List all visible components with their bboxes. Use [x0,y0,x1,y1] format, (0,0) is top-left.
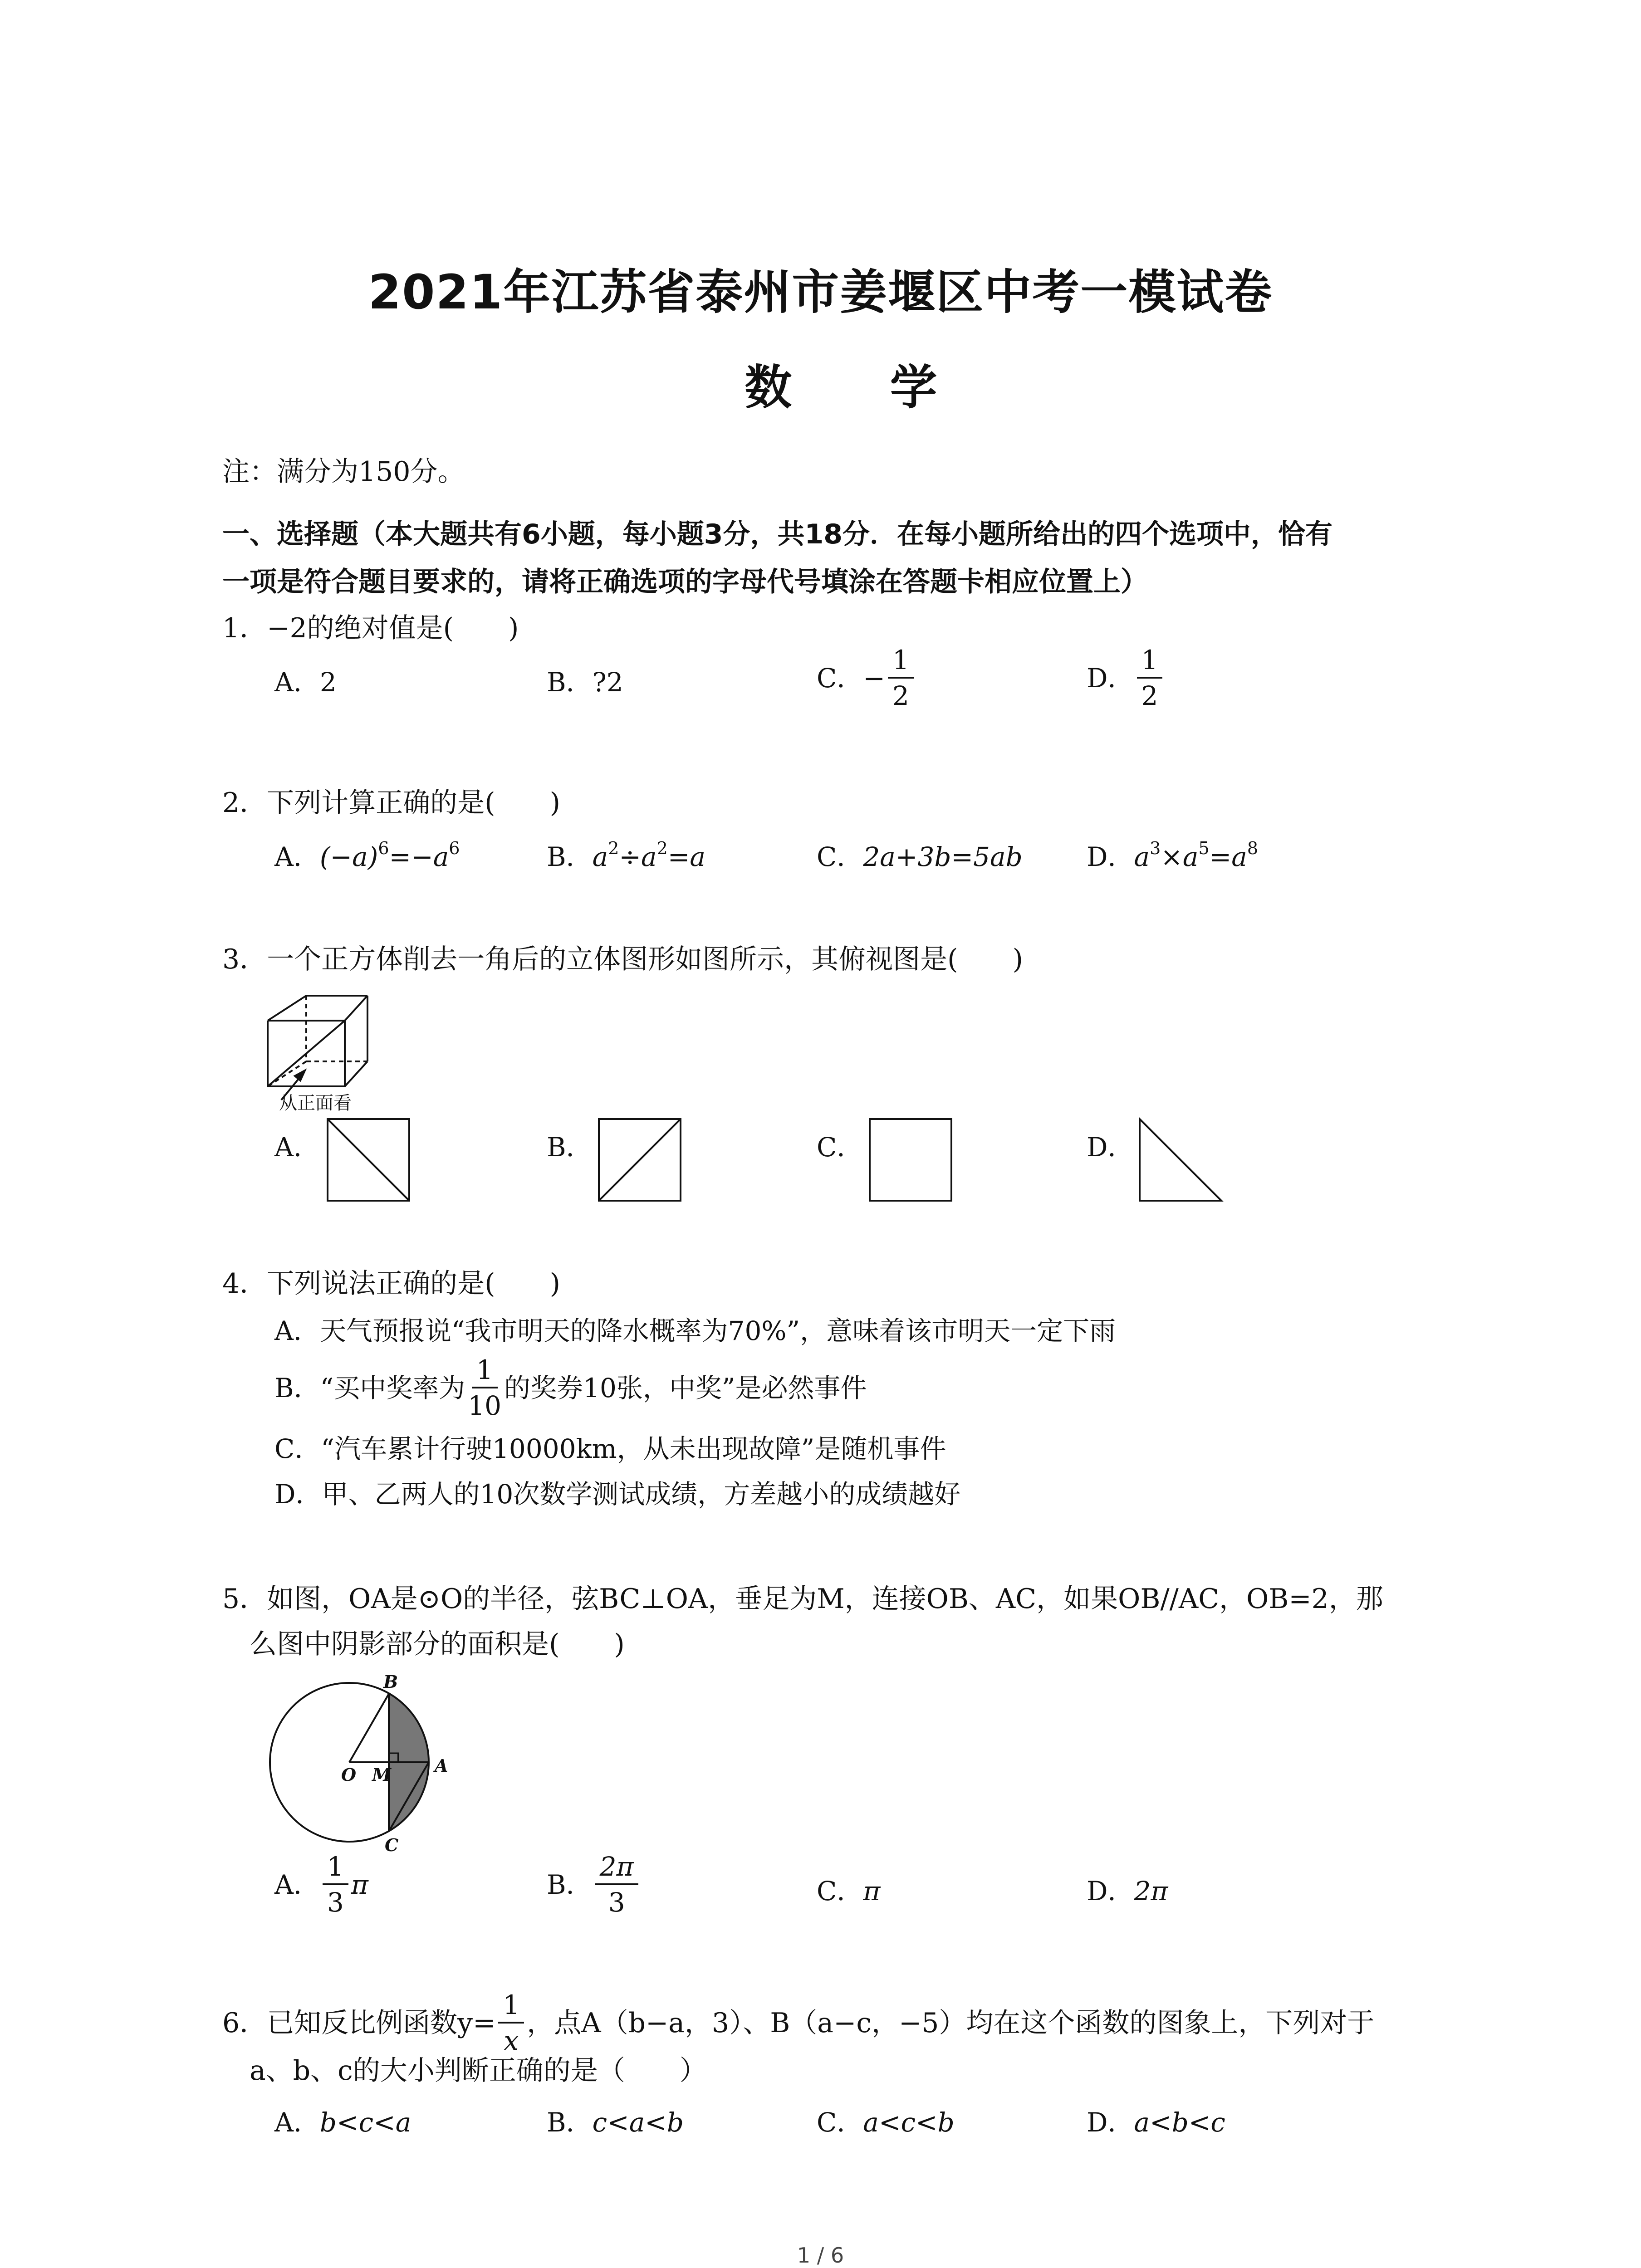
q3-option-c-figure[interactable] [869,1118,955,1204]
q1-stem: 1．−2的绝对值是( ) [222,612,519,644]
q1-option-d[interactable] [1087,646,1165,710]
minus-sign: − [863,662,885,694]
q5-option-c[interactable] [817,1878,881,1904]
q1-option-a[interactable] [274,667,337,698]
q3-option-d-figure[interactable] [1139,1118,1230,1209]
option-value: 2π [1134,1876,1168,1906]
q5-option-b[interactable] [547,1853,641,1916]
q6-stem-line1 [222,1991,1374,2055]
math-base: (−a) [319,841,378,872]
option-label: B． [547,841,593,872]
option-value: 2a+3b=5ab [863,841,1023,872]
q5-label-m: M [372,1765,392,1785]
q3-view-caption: 从正面看 [279,1093,352,1114]
q3-option-d-label[interactable]: D． [1087,1132,1134,1163]
q5-stem-line2: 么图中阴影部分的面积是( ) [250,1628,625,1660]
q3-option-a-figure[interactable] [327,1118,413,1204]
exponent: 8 [1247,838,1259,858]
q6-option-b[interactable] [547,2109,684,2136]
page-number: 1 / 6 [797,2243,844,2268]
option-label: A． [274,1869,320,1900]
exponent: 2 [656,838,668,858]
denominator: x [504,2025,519,2056]
option-value: 2 [319,667,337,698]
option-text: 的奖券10张，中奖”是必然事件 [504,1372,867,1403]
pi-symbol: π [351,1869,368,1900]
option-label: C． [817,662,863,694]
math-term: ×a [1161,841,1199,872]
math-term: =a [667,841,705,872]
numerator: 1 [888,646,914,679]
exponent: 6 [378,838,389,858]
denominator: 2 [892,680,909,711]
q4-option-b[interactable] [274,1356,867,1420]
q5-label-a: A [435,1755,448,1776]
numerator: 1 [498,1991,524,2024]
option-label: B． [547,1869,593,1900]
q6-stem-line2: a、b、c的大小判断正确的是（ ） [250,2055,707,2087]
fraction [468,1356,501,1420]
q6-option-d[interactable] [1087,2109,1225,2136]
numerator: 1 [1137,646,1163,679]
math-term: =−a [389,841,449,872]
math-term: ÷a [619,841,657,872]
option-value: b<c<a [319,2107,411,2138]
option-label: D． [1087,662,1134,694]
section-heading-line2: 一项是符合题目要求的，请将正确选项的字母代号填涂在答题卡相应位置上） [222,566,1148,598]
q3-option-b-label[interactable]: B． [547,1132,593,1163]
stem-text: ，点A（b−a，3）、B（a−c，−5）均在这个函数的图象上，下列对于 [527,2007,1375,2039]
q1-option-c[interactable] [817,646,916,710]
q2-option-b[interactable] [547,838,705,872]
math-base: a [1134,841,1150,872]
q4-option-c[interactable]: C．“汽车累计行驶10000km，从未出现故障”是随机事件 [274,1433,946,1464]
option-label: D． [1087,2107,1134,2138]
exponent: 5 [1198,838,1210,858]
q5-label-o: O [341,1765,357,1785]
fraction [888,646,914,710]
exponent: 3 [1150,838,1161,858]
option-label: B． [547,2107,593,2138]
option-label: A． [274,2107,320,2138]
denominator: 10 [468,1390,502,1421]
option-value: π [863,1876,881,1906]
q5-stem-line1: 5．如图，OA是⊙O的半径，弦BC⊥OA，垂足为M，连接OB、AC，如果OB//AC，OB=2，那 [222,1583,1383,1615]
q6-option-c[interactable] [817,2109,955,2136]
denominator: 3 [327,1887,344,1918]
q2-option-c[interactable] [817,841,1023,872]
q3-solid-figure [263,980,381,1098]
section-heading-line1: 一、选择题（本大题共有6小题，每小题3分，共18分．在每小题所给出的四个选项中，恰有 [222,518,1332,550]
q4-option-d[interactable]: D．甲、乙两人的10次数学测试成绩，方差越小的成绩越好 [274,1479,961,1510]
option-value: a<b<c [1134,2107,1225,2138]
option-value: a<c<b [863,2107,955,2138]
numerator: 2π [595,1853,638,1885]
q2-option-a[interactable] [274,838,460,872]
fraction [595,1853,638,1916]
subject-title: 数 学 [745,360,978,415]
option-label: B． [547,667,593,698]
q3-option-a-label[interactable]: A． [274,1132,320,1163]
option-label: D． [1087,841,1134,872]
numerator: 1 [323,1853,348,1885]
q5-label-b: B [383,1672,398,1692]
q5-option-a[interactable] [274,1853,368,1916]
q4-stem: 4．下列说法正确的是( ) [222,1268,560,1300]
q5-circle-figure [268,1669,458,1855]
fraction [323,1853,348,1916]
option-label: C． [817,1876,863,1906]
stem-text: 6．已知反比例函数y= [222,2007,496,2039]
denominator: 3 [608,1887,625,1918]
option-label: C． [817,2107,863,2138]
score-note: 注：满分为150分。 [222,456,465,488]
q5-label-c: C [385,1835,399,1855]
q1-option-b[interactable] [547,667,623,698]
q4-option-a[interactable]: A．天气预报说“我市明天的降水概率为70%”，意味着该市明天一定下雨 [274,1315,1116,1346]
q2-option-d[interactable] [1087,838,1259,872]
option-value: c<a<b [592,2107,684,2138]
q3-stem: 3．一个正方体削去一角后的立体图形如图所示，其俯视图是( ) [222,943,1023,975]
exponent: 2 [608,838,619,858]
math-term: =a [1209,841,1247,872]
numerator: 1 [472,1356,498,1388]
option-value: ?2 [592,667,623,698]
exponent: 6 [449,838,460,858]
fraction [1137,646,1163,710]
q5-option-d[interactable] [1087,1878,1168,1904]
option-label: D． [1087,1876,1134,1906]
q3-option-b-figure[interactable] [598,1118,684,1204]
option-label: C． [817,841,863,872]
option-text: B．“买中奖率为 [274,1372,465,1403]
math-base: a [592,841,608,872]
q6-option-a[interactable] [274,2109,411,2136]
q2-stem: 2．下列计算正确的是( ) [222,787,560,819]
denominator: 2 [1141,680,1158,711]
option-label: A． [274,667,320,698]
q3-option-c-label[interactable]: C． [817,1132,863,1163]
page-title: 2021年江苏省泰州市姜堰区中考一模试卷 [368,264,1273,320]
fraction [498,1991,524,2055]
option-label: A． [274,841,320,872]
